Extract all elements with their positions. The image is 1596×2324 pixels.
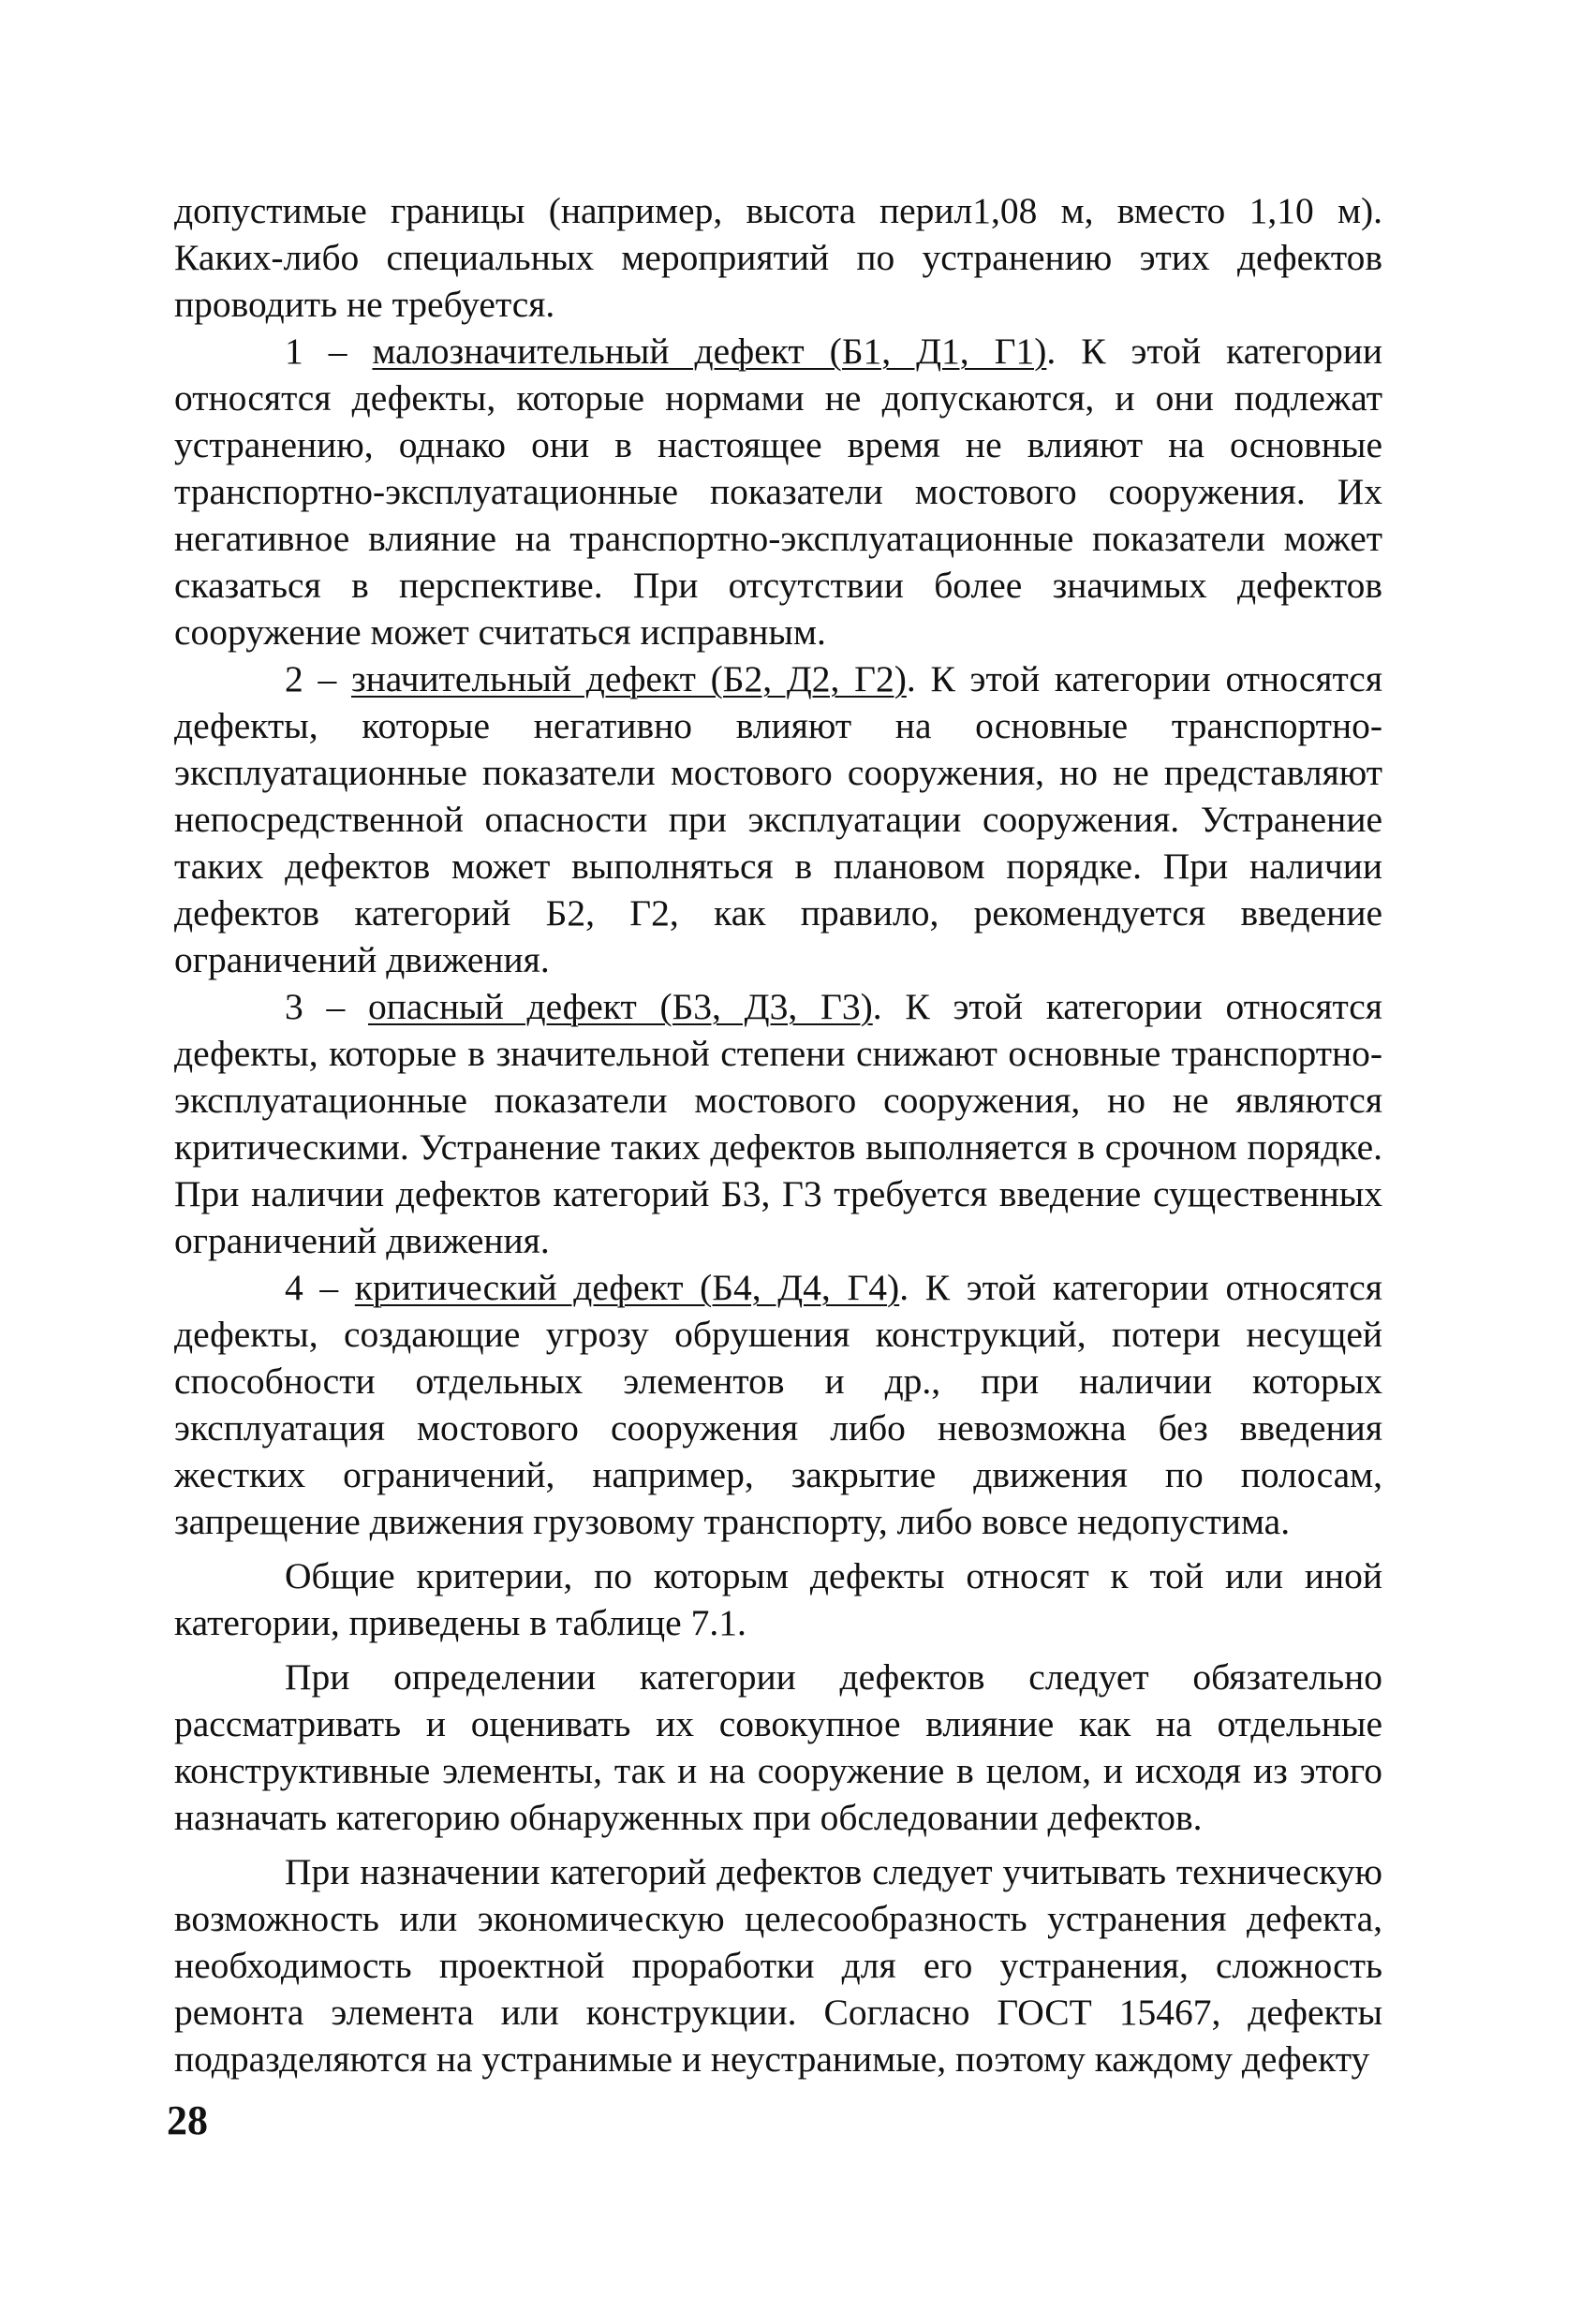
- page-body: [174, 187, 1382, 2082]
- category-1-term: малозначительный дефект (Б1, Д1, Г1): [372, 331, 1047, 372]
- paragraph-category-assignment: При назначении категорий дефектов следует учитывать техническую возможность или экономическую целесообразность устранения дефекта, необходимость проектной проработки для его устранения, сложность ремонта элемента или конструкции. Согласно ГОСТ 15467, дефекты подразделяются на устранимые и неустранимые, поэтому каждому дефекту: [174, 1851, 1382, 2080]
- category-3-term: опасный дефект (Б3, Д3, Г3): [368, 986, 873, 1027]
- paragraph-category-1: [174, 328, 1382, 655]
- paragraph-category-4: [174, 1264, 1382, 1545]
- category-3-number: 3 –: [285, 986, 369, 1027]
- page-number: 28: [167, 2097, 208, 2143]
- category-4-number: 4 –: [285, 1267, 355, 1308]
- category-1-text: . К этой категории относятся дефекты, которые нормами не допускаются, и они подлежат устранению, однако они в настоящее время не влияют на основные транспортно-эксплуатационные показатели мостового сооружения. Их негативное влияние на транспортно-эксплуатационные показатели может сказаться в перспективе. При отсутствии более значимых дефектов сооружение может считаться исправным.: [174, 331, 1383, 653]
- category-3-text: . К этой категории относятся дефекты, которые в значительной степени снижают основные транспортно-эксплуатационные показатели мостового сооружения, но не являются критическими. Устранение таких дефектов выполняется в срочном порядке. При наличии дефектов категорий Б3, Г3 требуется введение существенных ограничений движения.: [174, 986, 1382, 1261]
- paragraph-category-2: [174, 655, 1382, 983]
- category-4-text: . К этой категории относятся дефекты, создающие угрозу обрушения конструкций, потери несущей способности отдельных элементов и др., при наличии которых эксплуатация мостового сооружения либо невозможна без введения жестких ограничений, например, закрытие движения по полосам, запрещение движения грузовому транспорту, либо вовсе недопустима.: [174, 1267, 1382, 1542]
- category-1-number: 1 –: [285, 331, 373, 372]
- category-4-term: критический дефект (Б4, Д4, Г4): [354, 1267, 900, 1308]
- paragraph-category-3: [174, 983, 1382, 1264]
- category-2-text: . К этой категории относятся дефекты, которые негативно влияют на основные транспортно-эксплуатационные показатели мостового сооружения, но не представляют непосредственной опасности при эксплуатации сооружения. Устранение таких дефектов может выполняться в плановом порядке. При наличии дефектов категорий Б2, Г2, как правило, рекомендуется введение ограничений движения.: [174, 658, 1382, 980]
- category-2-term: значительный дефект (Б2, Д2, Г2): [350, 658, 907, 699]
- paragraph-general-criteria: Общие критерии, по которым дефекты относят к той или иной категории, приведены в таблице 7.1.: [174, 1555, 1382, 1643]
- category-2-number: 2 –: [285, 658, 351, 699]
- paragraph-continuation: допустимые границы (например, высота перил1,08 м, вместо 1,10 м). Каких-либо специальных мероприятий по устранению этих дефектов проводить не требуется.: [174, 190, 1382, 325]
- paragraph-category-determination: При определении категории дефектов следует обязательно рассматривать и оценивать их совокупное влияние как на отдельные конструктивные элементы, так и на сооружение в целом, и исходя из этого назначать категорию обнаруженных при обследовании дефектов.: [174, 1656, 1382, 1838]
